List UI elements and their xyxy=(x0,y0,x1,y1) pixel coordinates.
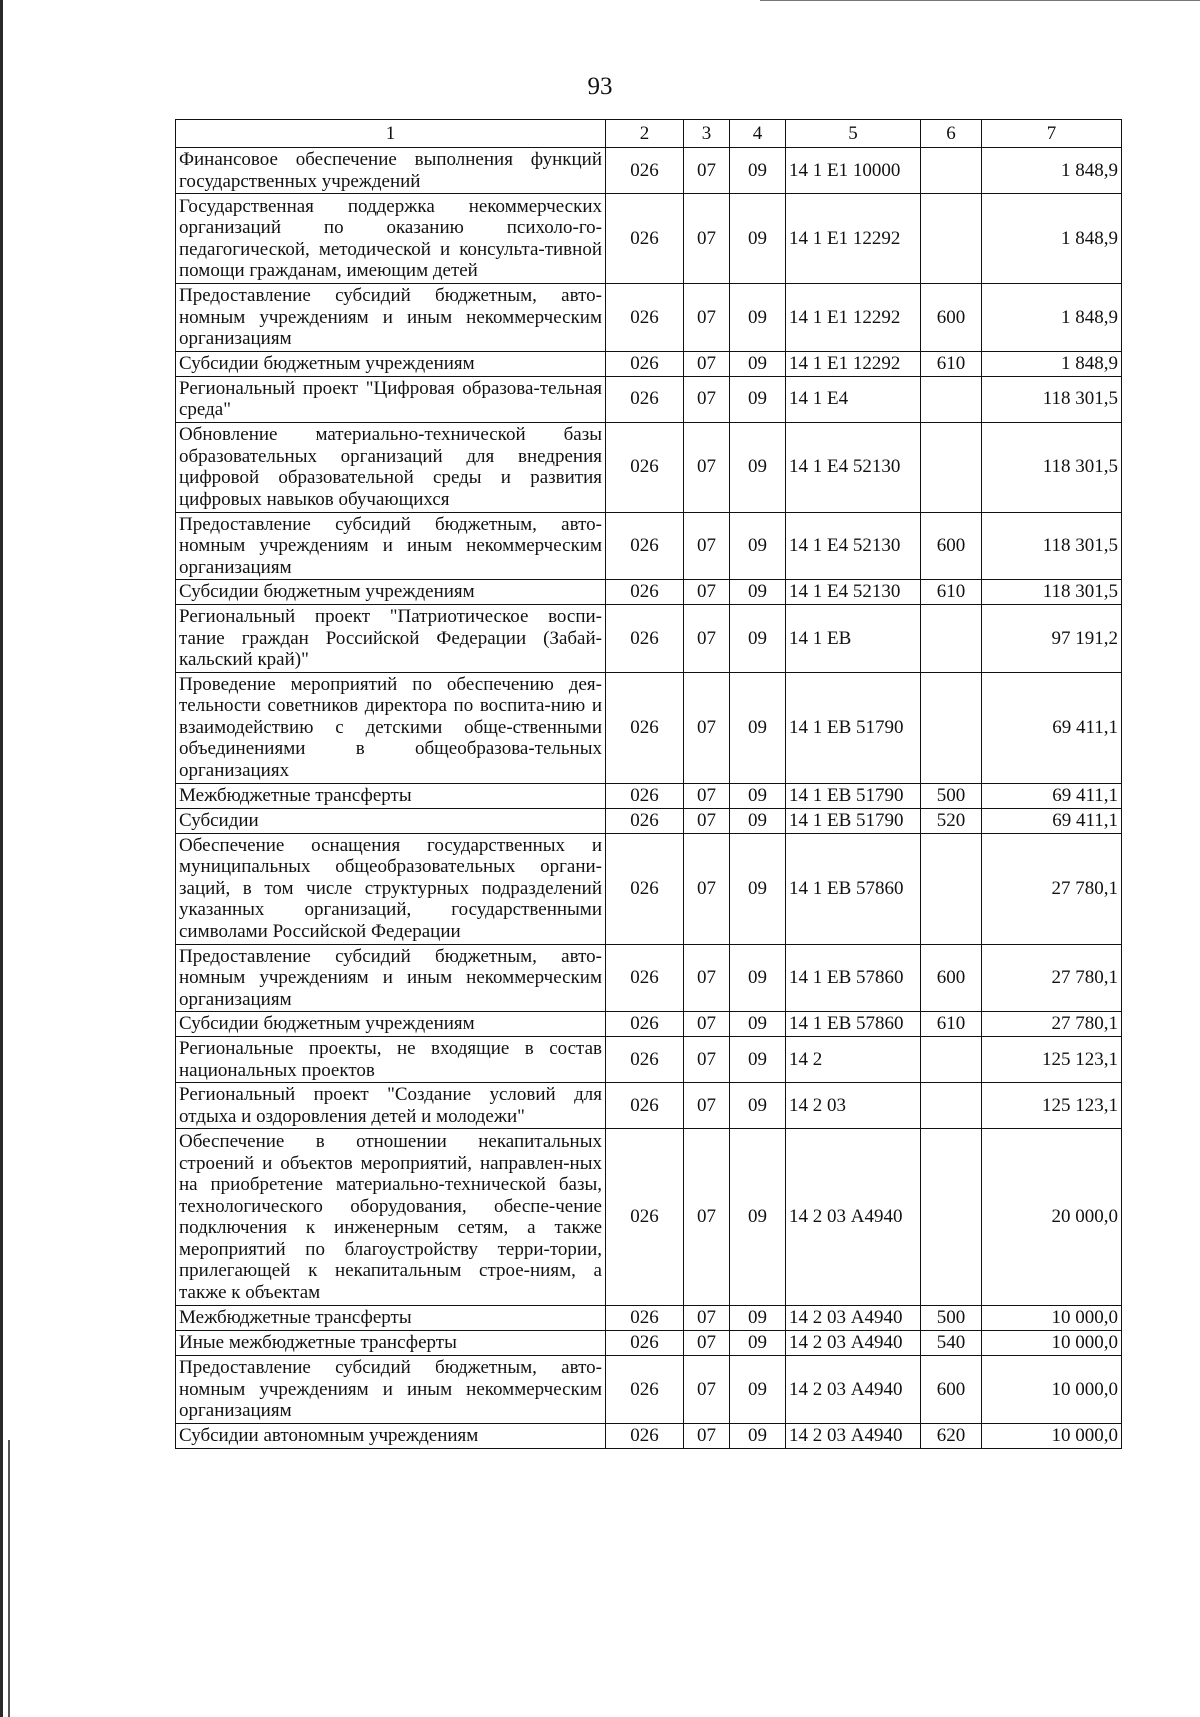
row-name-cell: Субсидии бюджетным учреждениям xyxy=(176,351,606,376)
row-amount-cell: 10 000,0 xyxy=(982,1423,1122,1448)
row-subsection-code-cell: 09 xyxy=(730,605,786,673)
row-target-article-cell: 14 2 03 А4940 xyxy=(786,1306,921,1331)
row-name-cell: Субсидии бюджетным учреждениям xyxy=(176,580,606,605)
row-subsection-code-cell: 09 xyxy=(730,1356,786,1424)
row-expense-type-cell xyxy=(921,833,982,944)
table-row xyxy=(176,1012,1122,1037)
table-body xyxy=(176,148,1122,1449)
row-expense-type-cell xyxy=(921,1129,982,1306)
row-ministry-code-cell: 026 xyxy=(606,351,684,376)
row-name-cell: Субсидии бюджетным учреждениям xyxy=(176,1012,606,1037)
row-name-cell: Региональный проект "Цифровая образова-тельная среда" xyxy=(176,376,606,422)
row-target-article-cell: 14 1 Е4 52130 xyxy=(786,422,921,512)
row-subsection-code-cell: 09 xyxy=(730,1423,786,1448)
row-subsection-code-cell: 09 xyxy=(730,1083,786,1129)
row-name-cell: Обеспечение оснащения государственных и муниципальных общеобразовательных органи-заций, в том числе структурных подразделений указанных организаций, государственными символами Российской Федерации xyxy=(176,833,606,944)
row-expense-type-cell xyxy=(921,376,982,422)
table-row xyxy=(176,148,1122,194)
row-expense-type-cell: 600 xyxy=(921,944,982,1012)
row-expense-type-cell: 600 xyxy=(921,1356,982,1424)
row-ministry-code-cell: 026 xyxy=(606,783,684,808)
scan-border-top xyxy=(760,0,1200,1)
row-expense-type-cell xyxy=(921,1083,982,1129)
row-target-article-cell: 14 1 ЕВ 51790 xyxy=(786,808,921,833)
table-row xyxy=(176,422,1122,512)
row-subsection-code-cell: 09 xyxy=(730,148,786,194)
row-expense-type-cell: 610 xyxy=(921,1012,982,1037)
row-section-code-cell: 07 xyxy=(684,1331,730,1356)
row-section-code-cell: 07 xyxy=(684,605,730,673)
row-section-code-cell: 07 xyxy=(684,808,730,833)
table-row xyxy=(176,1037,1122,1083)
row-target-article-cell: 14 1 Е1 12292 xyxy=(786,351,921,376)
row-section-code-cell: 07 xyxy=(684,580,730,605)
budget-table xyxy=(175,119,1122,1449)
row-name-cell: Иные межбюджетные трансферты xyxy=(176,1331,606,1356)
row-section-code-cell: 07 xyxy=(684,944,730,1012)
row-expense-type-cell xyxy=(921,672,982,783)
row-subsection-code-cell: 09 xyxy=(730,376,786,422)
table-row xyxy=(176,1423,1122,1448)
row-amount-cell: 69 411,1 xyxy=(982,672,1122,783)
row-subsection-code-cell: 09 xyxy=(730,284,786,352)
row-ministry-code-cell: 026 xyxy=(606,1129,684,1306)
row-amount-cell: 118 301,5 xyxy=(982,512,1122,580)
row-subsection-code-cell: 09 xyxy=(730,194,786,284)
row-ministry-code-cell: 026 xyxy=(606,1306,684,1331)
row-expense-type-cell xyxy=(921,148,982,194)
row-expense-type-cell xyxy=(921,422,982,512)
row-section-code-cell: 07 xyxy=(684,833,730,944)
row-subsection-code-cell: 09 xyxy=(730,808,786,833)
row-subsection-code-cell: 09 xyxy=(730,1331,786,1356)
row-section-code-cell: 07 xyxy=(684,1037,730,1083)
row-amount-cell: 10 000,0 xyxy=(982,1331,1122,1356)
row-subsection-code-cell: 09 xyxy=(730,351,786,376)
row-target-article-cell: 14 1 Е4 52130 xyxy=(786,512,921,580)
row-subsection-code-cell: 09 xyxy=(730,1012,786,1037)
row-name-cell: Субсидии автономным учреждениям xyxy=(176,1423,606,1448)
table-row xyxy=(176,580,1122,605)
header-col-4: 4 xyxy=(730,120,786,148)
row-name-cell: Обеспечение в отношении некапитальных строений и объектов мероприятий, направлен-ных на приобретение материально-технической базы, технологического оборудования, обеспе-чение подключения к инженерным сетям, а также мероприятий по благоустройству терри-тории, прилегающей к некапитальным строе-ниям, а также к объектам xyxy=(176,1129,606,1306)
row-name-cell: Субсидии xyxy=(176,808,606,833)
table-row xyxy=(176,1083,1122,1129)
row-amount-cell: 69 411,1 xyxy=(982,783,1122,808)
row-subsection-code-cell: 09 xyxy=(730,1129,786,1306)
row-target-article-cell: 14 2 xyxy=(786,1037,921,1083)
row-target-article-cell: 14 2 03 А4940 xyxy=(786,1129,921,1306)
row-name-cell: Межбюджетные трансферты xyxy=(176,783,606,808)
row-ministry-code-cell: 026 xyxy=(606,194,684,284)
row-ministry-code-cell: 026 xyxy=(606,1423,684,1448)
row-amount-cell: 1 848,9 xyxy=(982,284,1122,352)
header-col-3: 3 xyxy=(684,120,730,148)
row-ministry-code-cell: 026 xyxy=(606,512,684,580)
row-target-article-cell: 14 2 03 А4940 xyxy=(786,1423,921,1448)
row-target-article-cell: 14 1 Е1 12292 xyxy=(786,284,921,352)
row-section-code-cell: 07 xyxy=(684,512,730,580)
table-row xyxy=(176,944,1122,1012)
row-name-cell: Предоставление субсидий бюджетным, авто-номным учреждениям и иным некоммерческим организациям xyxy=(176,284,606,352)
row-section-code-cell: 07 xyxy=(684,1306,730,1331)
row-ministry-code-cell: 026 xyxy=(606,1037,684,1083)
row-name-cell: Финансовое обеспечение выполнения функций государственных учреждений xyxy=(176,148,606,194)
row-subsection-code-cell: 09 xyxy=(730,833,786,944)
row-target-article-cell: 14 2 03 xyxy=(786,1083,921,1129)
row-expense-type-cell: 620 xyxy=(921,1423,982,1448)
row-amount-cell: 27 780,1 xyxy=(982,944,1122,1012)
row-subsection-code-cell: 09 xyxy=(730,783,786,808)
row-target-article-cell: 14 1 ЕВ 51790 xyxy=(786,672,921,783)
row-ministry-code-cell: 026 xyxy=(606,808,684,833)
scan-border-left-inner xyxy=(8,1440,10,1717)
table-row xyxy=(176,194,1122,284)
row-section-code-cell: 07 xyxy=(684,148,730,194)
row-expense-type-cell: 610 xyxy=(921,351,982,376)
table-row xyxy=(176,783,1122,808)
row-amount-cell: 118 301,5 xyxy=(982,376,1122,422)
row-name-cell: Предоставление субсидий бюджетным, авто-номным учреждениям и иным некоммерческим организациям xyxy=(176,1356,606,1424)
row-target-article-cell: 14 1 ЕВ xyxy=(786,605,921,673)
table-row xyxy=(176,351,1122,376)
row-section-code-cell: 07 xyxy=(684,351,730,376)
row-subsection-code-cell: 09 xyxy=(730,512,786,580)
row-ministry-code-cell: 026 xyxy=(606,833,684,944)
row-subsection-code-cell: 09 xyxy=(730,672,786,783)
row-expense-type-cell: 610 xyxy=(921,580,982,605)
row-ministry-code-cell: 026 xyxy=(606,422,684,512)
row-section-code-cell: 07 xyxy=(684,1012,730,1037)
row-name-cell: Государственная поддержка некоммерческих организаций по оказанию психоло-го-педагогической, методической и консульта-тивной помощи гражданам, имеющим детей xyxy=(176,194,606,284)
row-section-code-cell: 07 xyxy=(684,422,730,512)
row-expense-type-cell: 520 xyxy=(921,808,982,833)
row-name-cell: Обновление материально-технической базы образовательных организаций для внедрения цифровой образовательной среды и развития цифровых навыков обучающихся xyxy=(176,422,606,512)
row-amount-cell: 10 000,0 xyxy=(982,1306,1122,1331)
row-target-article-cell: 14 1 ЕВ 57860 xyxy=(786,944,921,1012)
header-row xyxy=(176,120,1122,148)
row-name-cell: Региональные проекты, не входящие в состав национальных проектов xyxy=(176,1037,606,1083)
table-row xyxy=(176,376,1122,422)
row-amount-cell: 20 000,0 xyxy=(982,1129,1122,1306)
row-name-cell: Региональный проект "Патриотическое воспи-тание граждан Российской Федерации (Забай-кальский край)" xyxy=(176,605,606,673)
row-ministry-code-cell: 026 xyxy=(606,148,684,194)
row-subsection-code-cell: 09 xyxy=(730,580,786,605)
row-target-article-cell: 14 2 03 А4940 xyxy=(786,1331,921,1356)
row-section-code-cell: 07 xyxy=(684,672,730,783)
header-col-2: 2 xyxy=(606,120,684,148)
row-amount-cell: 1 848,9 xyxy=(982,351,1122,376)
row-subsection-code-cell: 09 xyxy=(730,1306,786,1331)
row-ministry-code-cell: 026 xyxy=(606,1356,684,1424)
row-expense-type-cell: 500 xyxy=(921,1306,982,1331)
row-amount-cell: 69 411,1 xyxy=(982,808,1122,833)
row-name-cell: Региональный проект "Создание условий для отдыха и оздоровления детей и молодежи" xyxy=(176,1083,606,1129)
row-section-code-cell: 07 xyxy=(684,194,730,284)
row-subsection-code-cell: 09 xyxy=(730,1037,786,1083)
row-subsection-code-cell: 09 xyxy=(730,944,786,1012)
row-name-cell: Межбюджетные трансферты xyxy=(176,1306,606,1331)
table-row xyxy=(176,808,1122,833)
row-ministry-code-cell: 026 xyxy=(606,1331,684,1356)
header-col-7: 7 xyxy=(982,120,1122,148)
table-row xyxy=(176,672,1122,783)
header-col-1: 1 xyxy=(176,120,606,148)
table-row xyxy=(176,605,1122,673)
row-amount-cell: 118 301,5 xyxy=(982,422,1122,512)
row-subsection-code-cell: 09 xyxy=(730,422,786,512)
row-expense-type-cell: 600 xyxy=(921,284,982,352)
row-amount-cell: 10 000,0 xyxy=(982,1356,1122,1424)
row-section-code-cell: 07 xyxy=(684,1129,730,1306)
row-amount-cell: 125 123,1 xyxy=(982,1083,1122,1129)
row-target-article-cell: 14 1 Е1 10000 xyxy=(786,148,921,194)
table-row xyxy=(176,1356,1122,1424)
row-target-article-cell: 14 1 ЕВ 57860 xyxy=(786,833,921,944)
row-section-code-cell: 07 xyxy=(684,376,730,422)
table-row xyxy=(176,284,1122,352)
row-section-code-cell: 07 xyxy=(684,284,730,352)
row-ministry-code-cell: 026 xyxy=(606,284,684,352)
table-row xyxy=(176,1331,1122,1356)
row-expense-type-cell xyxy=(921,1037,982,1083)
row-name-cell: Предоставление субсидий бюджетным, авто-номным учреждениям и иным некоммерческим организациям xyxy=(176,944,606,1012)
row-amount-cell: 27 780,1 xyxy=(982,1012,1122,1037)
row-amount-cell: 1 848,9 xyxy=(982,194,1122,284)
row-ministry-code-cell: 026 xyxy=(606,672,684,783)
row-target-article-cell: 14 1 Е1 12292 xyxy=(786,194,921,284)
row-expense-type-cell: 540 xyxy=(921,1331,982,1356)
row-amount-cell: 118 301,5 xyxy=(982,580,1122,605)
row-ministry-code-cell: 026 xyxy=(606,605,684,673)
row-expense-type-cell xyxy=(921,605,982,673)
table-row xyxy=(176,833,1122,944)
row-section-code-cell: 07 xyxy=(684,1356,730,1424)
row-section-code-cell: 07 xyxy=(684,1083,730,1129)
row-name-cell: Предоставление субсидий бюджетным, авто-номным учреждениям и иным некоммерческим организациям xyxy=(176,512,606,580)
table-row xyxy=(176,1306,1122,1331)
scan-border-left xyxy=(0,0,3,1717)
row-section-code-cell: 07 xyxy=(684,1423,730,1448)
row-ministry-code-cell: 026 xyxy=(606,580,684,605)
row-amount-cell: 27 780,1 xyxy=(982,833,1122,944)
row-target-article-cell: 14 1 Е4 52130 xyxy=(786,580,921,605)
row-expense-type-cell: 600 xyxy=(921,512,982,580)
row-ministry-code-cell: 026 xyxy=(606,944,684,1012)
row-target-article-cell: 14 1 ЕВ 57860 xyxy=(786,1012,921,1037)
table-row xyxy=(176,1129,1122,1306)
header-col-6: 6 xyxy=(921,120,982,148)
row-amount-cell: 1 848,9 xyxy=(982,148,1122,194)
row-expense-type-cell: 500 xyxy=(921,783,982,808)
row-target-article-cell: 14 1 Е4 xyxy=(786,376,921,422)
row-amount-cell: 125 123,1 xyxy=(982,1037,1122,1083)
row-ministry-code-cell: 026 xyxy=(606,376,684,422)
row-target-article-cell: 14 2 03 А4940 xyxy=(786,1356,921,1424)
header-col-5: 5 xyxy=(786,120,921,148)
table-row xyxy=(176,512,1122,580)
row-ministry-code-cell: 026 xyxy=(606,1083,684,1129)
row-target-article-cell: 14 1 ЕВ 51790 xyxy=(786,783,921,808)
row-name-cell: Проведение мероприятий по обеспечению дея-тельности советников директора по воспита-нию и взаимодействию с детскими обще-ственными объединениями в общеобразова-тельных организациях xyxy=(176,672,606,783)
row-ministry-code-cell: 026 xyxy=(606,1012,684,1037)
row-expense-type-cell xyxy=(921,194,982,284)
row-section-code-cell: 07 xyxy=(684,783,730,808)
row-amount-cell: 97 191,2 xyxy=(982,605,1122,673)
page-number: 93 xyxy=(587,73,613,100)
